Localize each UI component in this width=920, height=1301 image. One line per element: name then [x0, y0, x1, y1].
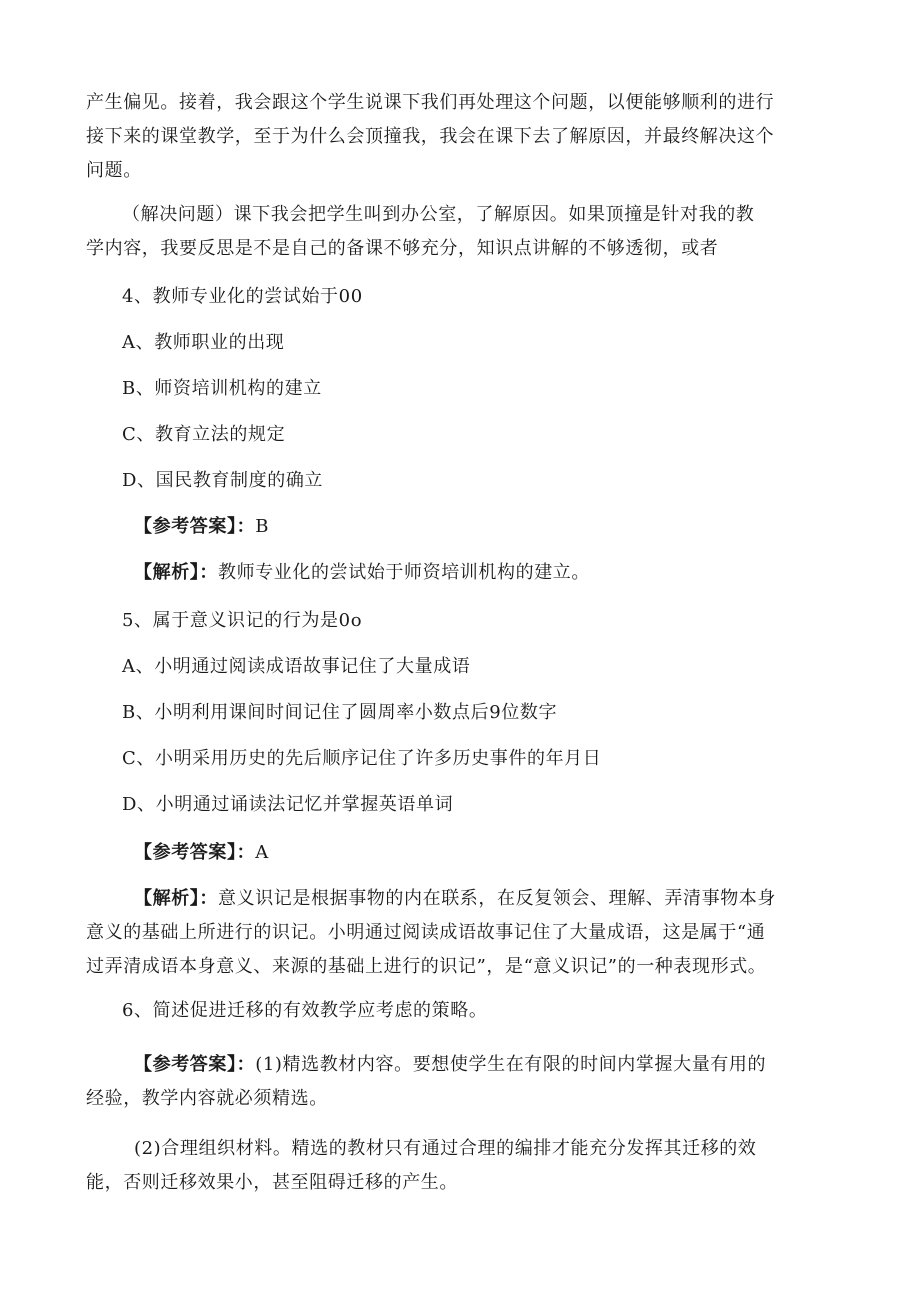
- answer-label: 【参考答案】：: [134, 1054, 256, 1075]
- answer-text: 经验，教学内容就必须精选。: [86, 1088, 328, 1109]
- question-5-option-c: C、小明采用历史的先后顺序记住了许多历史事件的年月日: [122, 748, 602, 769]
- answer-value: B: [255, 516, 270, 537]
- question-4-answer: [86, 510, 846, 544]
- analysis-text: 意义识记是根据事物的内在联系，在反复领会、理解、弄清事物本身: [218, 888, 776, 909]
- question-4-stem: 4、教师专业化的尝试始于00: [122, 286, 363, 307]
- answer-label: 【参考答案】：: [134, 842, 256, 863]
- paragraph-continuation: [86, 86, 846, 188]
- answer-text: (1)精选教材内容。要想使学生在有限的时间内掌握大量有用的: [255, 1054, 767, 1075]
- text-line: （解决问题）课下我会把学生叫到办公室，了解原因。如果顶撞是针对我的教: [122, 204, 755, 225]
- question-6-point-2: [86, 1132, 846, 1200]
- question-6-answer: [86, 1048, 846, 1116]
- analysis-label: 【解析】：: [134, 888, 218, 909]
- question-5-option-a: A、小明通过阅读成语故事记住了大量成语: [122, 656, 471, 677]
- text-line: 问题。: [86, 160, 142, 181]
- analysis-text: 教师专业化的尝试始于师资培训机构的建立。: [218, 562, 590, 583]
- question-5-stem: 5、属于意义识记的行为是0o: [122, 610, 363, 631]
- answer-value: A: [255, 842, 269, 863]
- answer-text: (2)合理组织材料。精选的教材只有通过合理的编排才能充分发挥其迁移的效: [134, 1138, 757, 1159]
- text-line: 接下来的课堂教学，至于为什么会顶撞我，我会在课下去了解原因，并最终解决这个: [86, 126, 775, 147]
- text-line: 学内容，我要反思是不是自己的备课不够充分，知识点讲解的不够透彻，或者: [86, 238, 719, 259]
- question-4-option-b: B、师资培训机构的建立: [122, 378, 322, 399]
- analysis-text: 意义的基础上所进行的识记。小明通过阅读成语故事记住了大量成语，这是属于“通: [86, 922, 766, 943]
- question-5-option-b: B、小明利用课间时间记住了圆周率小数点后9位数字: [122, 702, 558, 723]
- answer-text: 能，否则迁移效果小，甚至阻碍迁移的产生。: [86, 1172, 458, 1193]
- question-5-option-d: D、小明通过诵读法记忆并掌握英语单词: [122, 794, 454, 815]
- question-6-stem: 6、简述促进迁移的有效教学应考虑的策略。: [122, 1000, 488, 1021]
- question-4-option-c: C、教育立法的规定: [122, 424, 286, 445]
- question-4-option-a: A、教师职业的出现: [122, 332, 285, 353]
- question-5-answer: [86, 836, 846, 870]
- question-4-analysis: [86, 556, 846, 590]
- text-line: 产生偏见。接着，我会跟这个学生说课下我们再处理这个问题，以便能够顺利的进行: [86, 92, 775, 113]
- question-5-analysis: [86, 882, 846, 984]
- analysis-label: 【解析】：: [134, 562, 218, 583]
- answer-label: 【参考答案】：: [134, 516, 256, 537]
- paragraph-solve-problem: [86, 198, 846, 266]
- question-4-option-d: D、国民教育制度的确立: [122, 470, 324, 491]
- analysis-text: 过弄清成语本身意义、来源的基础上进行的识记”，是“意义识记”的一种表现形式。: [86, 956, 767, 977]
